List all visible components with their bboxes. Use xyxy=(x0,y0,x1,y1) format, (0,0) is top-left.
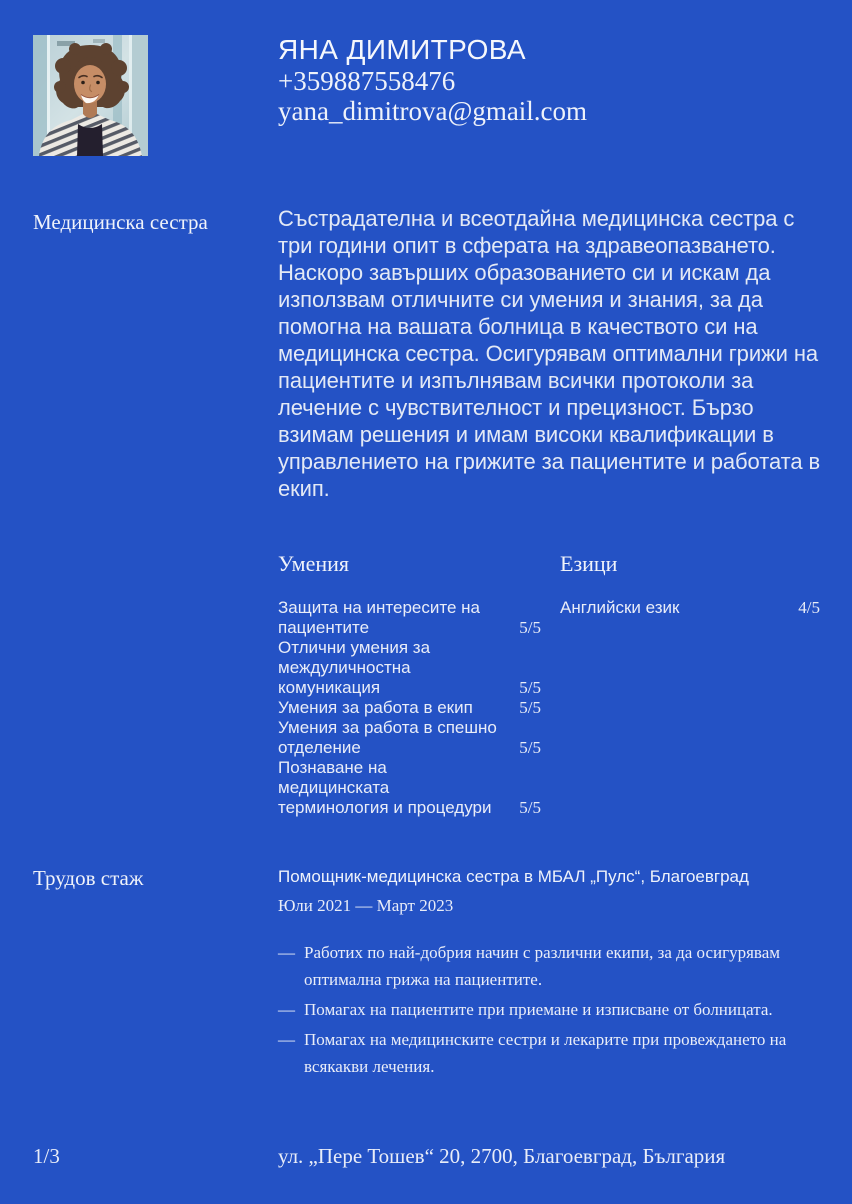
job-bullet xyxy=(278,939,823,993)
skill-level: 5/5 xyxy=(519,738,541,757)
skill-name: Умения за работа в спешно отделение xyxy=(278,718,497,757)
skill-level: 5/5 xyxy=(519,798,541,817)
profile-section-label: Медицинска сестра xyxy=(33,210,208,234)
bullet-text: Помагах на медицинските сестри и лекарите при провеждането на всякакви лечения. xyxy=(304,1030,787,1076)
experience-section xyxy=(278,866,823,1083)
language-level: 4/5 xyxy=(798,598,820,617)
skill-item xyxy=(278,698,541,718)
profile-photo xyxy=(33,35,148,156)
skills-languages-area xyxy=(278,551,820,818)
profile-photo-image xyxy=(33,35,148,156)
skill-name: Защита на интересите на пациентите xyxy=(278,598,480,637)
skills-section-title: Умения xyxy=(278,551,349,576)
candidate-name: ЯНА ДИМИТРОВА xyxy=(278,34,526,65)
skill-name: Умения за работа в екип xyxy=(278,698,473,717)
bullet-dash-icon: — xyxy=(278,943,295,962)
bullet-dash-icon: — xyxy=(278,1030,295,1049)
skills-section xyxy=(278,551,541,818)
contact-address: ул. „Пере Тошев“ 20, 2700, Благоевград, България xyxy=(278,1144,726,1168)
skill-level: 5/5 xyxy=(519,618,541,637)
job-title: Помощник-медицинска сестра в МБАЛ „Пулс“, Благоевград xyxy=(278,867,749,886)
skill-item xyxy=(278,638,541,698)
job-dates: Юли 2021 — Март 2023 xyxy=(278,896,454,915)
job-bullets xyxy=(278,939,823,1080)
experience-section-label: Трудов стаж xyxy=(33,866,144,890)
language-name: Английски език xyxy=(560,598,680,617)
skill-item xyxy=(278,598,541,638)
email-address: yana_dimitrova@gmail.com xyxy=(278,96,588,126)
header xyxy=(278,33,587,126)
bullet-dash-icon: — xyxy=(278,1000,295,1019)
job-bullet xyxy=(278,1026,823,1080)
skill-level: 5/5 xyxy=(519,698,541,717)
language-item xyxy=(560,598,820,618)
page-number: 1/3 xyxy=(33,1144,60,1168)
languages-section xyxy=(560,551,820,818)
skill-item xyxy=(278,758,541,818)
job-bullet xyxy=(278,996,823,1023)
bullet-text: Помагах на пациентите при приемане и изписване от болницата. xyxy=(304,1000,773,1019)
phone-number: +359887558476 xyxy=(278,66,456,96)
profile-summary: Състрадателна и всеотдайна медицинска сестра с три години опит в сферата на здравеопазването. Наскоро завърших образованието си и искам да използвам отличните си умения и знания, за да помогна на вашата болница в качеството си на медицинска сестра. Осигурявам оптимални грижи на пациентите и изпълнявам всички протоколи за лечение с чувствителност и прецизност. Бързо взимам решения и имам високи квалификации в управлението на грижите за пациентите и работата в екип. xyxy=(278,206,821,501)
skill-item xyxy=(278,718,541,758)
languages-section-title: Езици xyxy=(560,551,618,576)
skill-name: Познаване на медицинската терминология и процедури xyxy=(278,758,492,817)
skill-name: Отлични умения за междуличностна комуникация xyxy=(278,638,431,697)
bullet-text: Работих по най-добрия начин с различни екипи, за да осигурявам оптимална грижа на пациентите. xyxy=(304,943,781,989)
skill-level: 5/5 xyxy=(519,678,541,697)
